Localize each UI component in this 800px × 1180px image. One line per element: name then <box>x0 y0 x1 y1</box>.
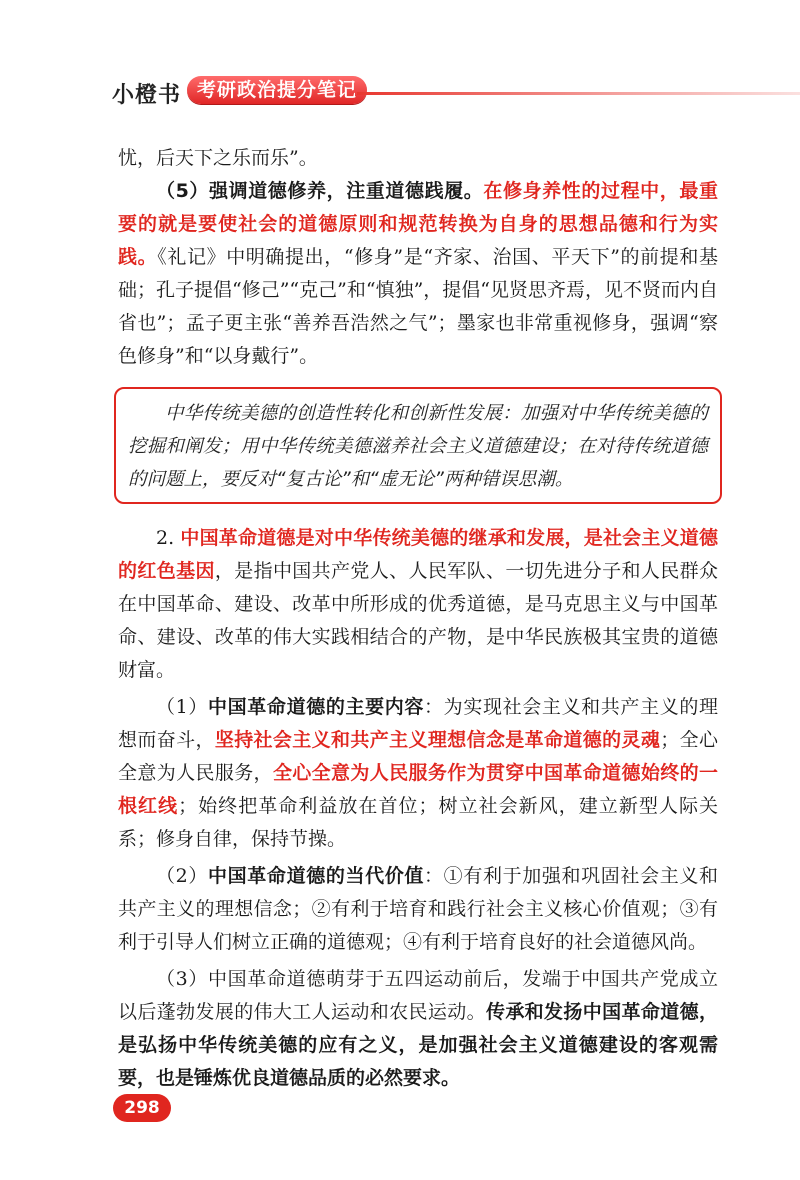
paragraph-revolutionary-morality: 2. 中国革命道德是对中华传统美德的继承和发展，是社会主义道德的红色基因，是指中国共产党人、人民军队、一切先进分子和人民群众在中国革命、建设、改革中所形成的优秀道德，是马克思主义与中国革命、建设、改革的伟大实践相结合的产物，是中华民族极其宝贵的道德财富。 <box>118 527 718 681</box>
bold-heading: 强调道德修养，注重道德践履。 <box>209 180 484 202</box>
page-header <box>112 76 800 110</box>
red-emphasis: 中国革命道德是对中华传统美德的继承和发展，是社会主义道德的红色基因 <box>118 527 718 582</box>
note-text: 中华传统美德的创造性转化和创新性发展：加强对中华传统美德的挖掘和阐发；用中华传统美德滋养社会主义道德建设；在对待传统道德的问题上，要反对“复古论”和“虚无论”两种错误思潮。 <box>128 403 708 490</box>
paragraph-origin: （3）中国革命道德萌芽于五四运动前后，发端于中国共产党成立以后蓬勃发展的伟大工人运动和农民运动。传承和发扬中国革命道德，是弘扬中华传统美德的应有之义，是加强社会主义道德建设的客观需要，也是锤炼优良道德品质的必然要求。 <box>118 968 718 1089</box>
bold-heading: 中国革命道德的当代价值 <box>208 865 425 887</box>
bold-conclusion: 传承和发扬中国革命道德，是弘扬中华传统美德的应有之义，是加强社会主义道德建设的客观需要，也是锤炼优良道德品质的必然要求。 <box>118 1001 718 1089</box>
bold-heading: 中国革命道德的主要内容 <box>208 696 425 718</box>
note-box <box>114 387 722 504</box>
paragraph-main-content: （1）中国革命道德的主要内容：为实现社会主义和共产主义的理想而奋斗，坚持社会主义和共产主义理想信念是革命道德的灵魂；全心全意为人民服务，全心全意为人民服务作为贯穿中国革命道德始终的一根红线；始终把革命利益放在首位；树立社会新风，建立新型人际关系；修身自律，保持节操。 <box>118 696 718 850</box>
red-emphasis: 在修身养性的过程中，最重要的就是要使社会的道德原则和规范转换为自身的思想品德和行为实践。 <box>118 180 718 268</box>
red-emphasis: 坚持社会主义和共产主义理想信念是革命道德的灵魂 <box>214 729 661 751</box>
red-emphasis: 全心全意为人民服务作为贯穿中国革命道德始终的一根红线 <box>118 762 718 817</box>
header-rule <box>357 92 800 95</box>
header-subtitle-badge: 考研政治提分笔记 <box>187 76 367 104</box>
paragraph-moral-cultivation: （5）强调道德修养，注重道德践履。在修身养性的过程中，最重要的就是要使社会的道德原则和规范转换为自身的思想品德和行为实践。《礼记》中明确提出，“修身”是“齐家、治国、平天下”的前提和基础；孔子提倡“修己”“克己”和“慎独”，提倡“见贤思齐焉，见不贤而内自省也”；孟子更主张“善养吾浩然之气”；墨家也非常重视修身，强调“察色修身”和“以身戴行”。 <box>118 180 718 367</box>
page-body <box>118 142 718 1095</box>
paragraph-contemporary-value: （2）中国革命道德的当代价值：①有利于加强和巩固社会主义和共产主义的理想信念；②有利于培育和践行社会主义核心价值观；③有利于引导人们树立正确的道德观；④有利于培育良好的社会道德风尚。 <box>118 865 718 953</box>
page-number: 298 <box>113 1094 171 1122</box>
paragraph-continued: 忧，后天下之乐而乐”。 <box>118 147 318 169</box>
brand-title: 小橙书 <box>112 83 182 108</box>
